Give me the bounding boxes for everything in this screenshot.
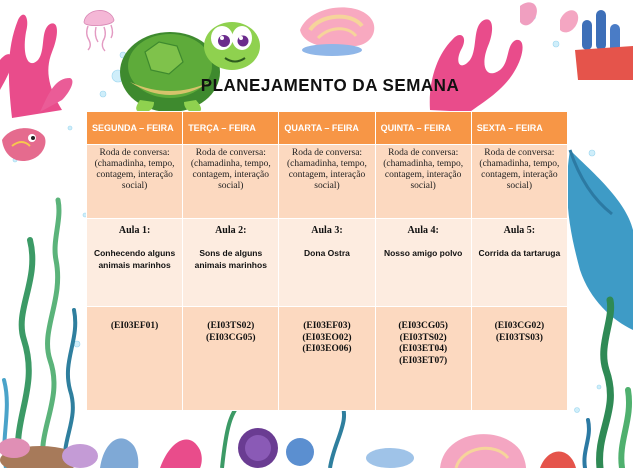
lesson-number: Aula 1: (118, 225, 151, 236)
whale-icon (567, 150, 633, 330)
bncc-code: (EI03ET07) (399, 355, 448, 366)
coral-icon (0, 15, 72, 118)
fish-icon (2, 128, 45, 161)
coral-icon (0, 438, 138, 468)
lesson-cell (183, 219, 279, 307)
jellyfish-icon (84, 10, 114, 51)
seaweed-icon (584, 300, 629, 468)
lesson-cell (471, 219, 567, 307)
lesson-cell (279, 219, 375, 307)
column-header: QUINTA – FEIRA (375, 112, 471, 145)
seaweed-icon (4, 200, 75, 468)
activity-cell: Roda de conversa: (chamadinha, tempo, contagem, interação social) (87, 145, 183, 219)
lesson-theme: Nosso amigo polvo (383, 248, 463, 258)
bncc-code: (EI03EO06) (302, 344, 352, 354)
lesson-number: Aula 4: (407, 225, 439, 236)
bncc-codes-cell (183, 307, 279, 411)
bncc-code: (EI03CG05) (398, 321, 448, 331)
table-row (87, 307, 568, 411)
activity-cell: Roda de conversa: (chamadinha, tempo, contagem, interação social) (183, 145, 279, 219)
bncc-code: (EI03TS03) (495, 332, 543, 343)
lesson-cell (375, 219, 471, 307)
column-header: SEXTA – FEIRA (471, 112, 567, 145)
bncc-code: (EI03ET04) (399, 344, 448, 354)
column-header: SEGUNDA – FEIRA (87, 112, 183, 145)
table-row (87, 219, 568, 307)
bncc-codes-cell (87, 307, 183, 411)
lesson-number: Aula 5: (503, 225, 536, 236)
lesson-number: Aula 2: (215, 225, 247, 236)
lesson-cell (87, 219, 183, 307)
column-header: TERÇA – FEIRA (183, 112, 279, 145)
shell-icon (366, 434, 576, 468)
bncc-code: (EI03CG02) (494, 321, 545, 331)
lesson-theme: Dona Ostra (304, 248, 350, 258)
bncc-code: (EI03EF03) (303, 321, 351, 331)
bncc-code: (EI03EO02) (302, 332, 352, 343)
bncc-codes-cell (375, 307, 471, 411)
coral-icon (560, 10, 633, 80)
activity-cell: Roda de conversa: (chamadinha, tempo, contagem, interação social) (375, 145, 471, 219)
bncc-codes-cell (279, 307, 375, 411)
page-title: PLANEJAMENTO DA SEMANA (200, 75, 460, 96)
table-header-row (87, 112, 568, 145)
lesson-number: Aula 3: (311, 225, 343, 236)
shell-icon (300, 7, 374, 56)
lesson-theme: Corrida da tartaruga (478, 248, 561, 258)
activity-cell: Roda de conversa: (chamadinha, tempo, contagem, interação social) (279, 145, 375, 219)
bncc-code: (EI03TS02) (207, 321, 255, 331)
turtle-icon (120, 22, 260, 112)
activity-cell: Roda de conversa: (chamadinha, tempo, contagem, interação social) (471, 145, 567, 219)
lesson-theme: Conhecendo alguns animais marinhos (93, 248, 176, 270)
weekly-plan-table (86, 111, 568, 411)
table-row (87, 145, 568, 219)
column-header: QUARTA – FEIRA (279, 112, 375, 145)
bncc-code: (EI03EF01) (110, 321, 159, 331)
bncc-codes-cell (471, 307, 567, 411)
bncc-code: (EI03TS02) (399, 332, 447, 343)
lesson-theme: Sons de alguns animais marinhos (194, 248, 267, 270)
bncc-code: (EI03CG05) (205, 332, 256, 343)
